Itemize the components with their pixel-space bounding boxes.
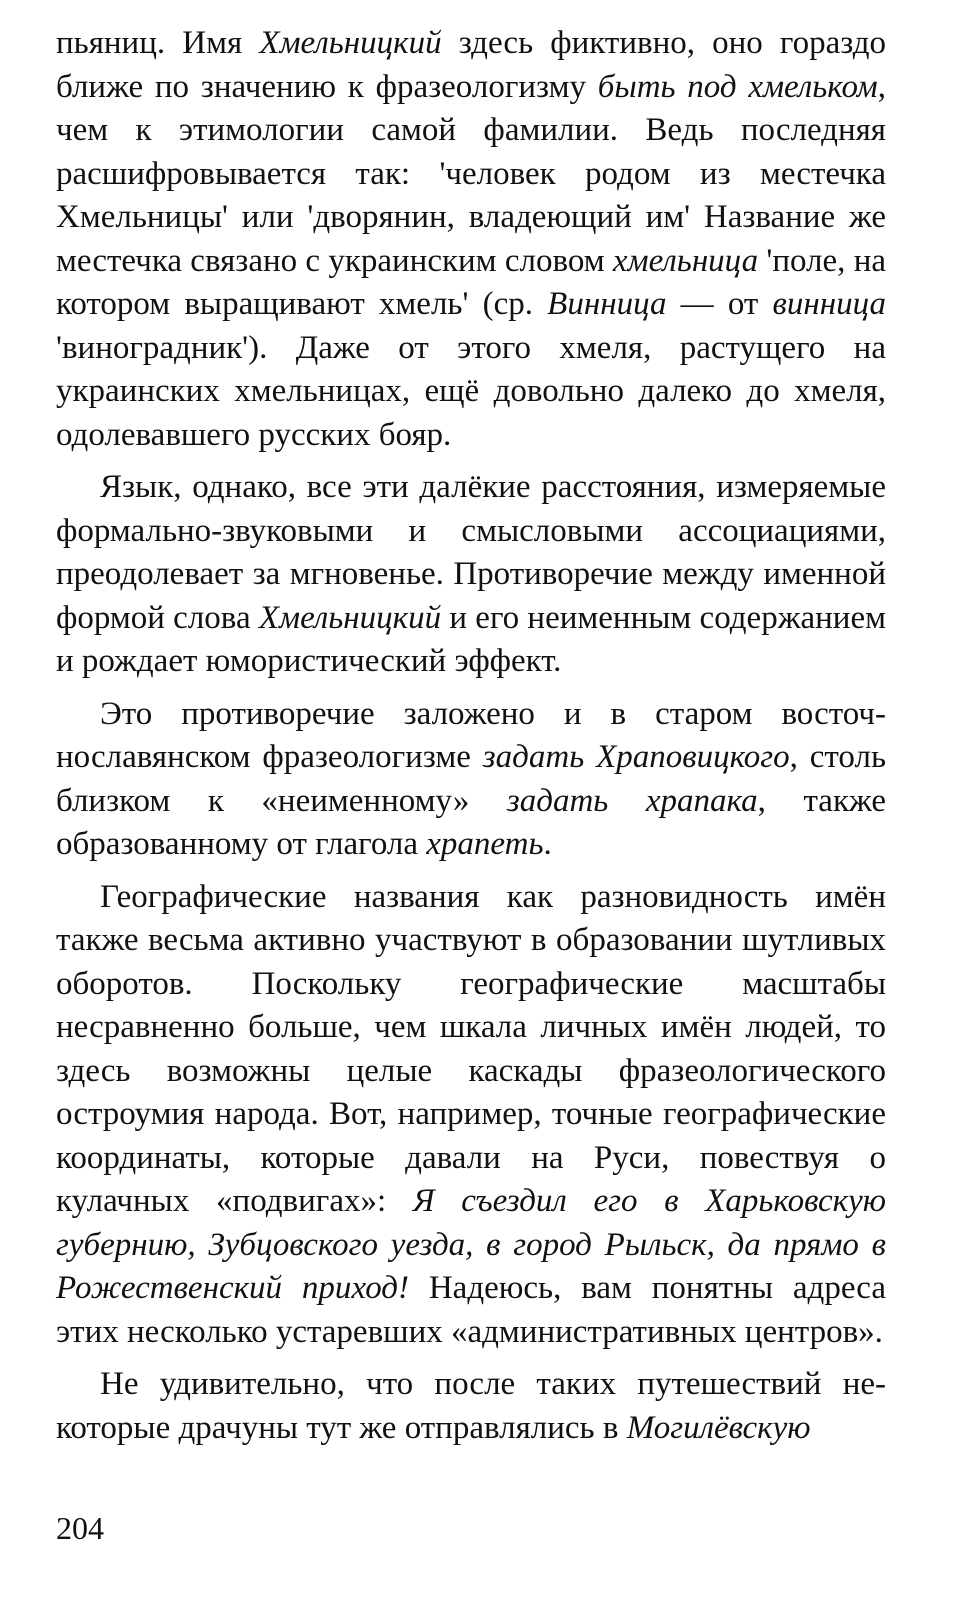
text-run: Это противоречие заложено и в старом восточнославянском фразеологизме (56, 695, 886, 775)
text-run: 'виноградник'). Даже от этого хмеля, растущего на украинских хмельницах, ещё довольно далеко до хмеля, одолевавшего русских бояр. (56, 329, 886, 453)
paragraph-2 (56, 466, 886, 684)
italic-phrase: Я съездил его в Харьковскую губернию, Зубцовского уезда, в город Рыльск, да прямо в Рожественский приход! (56, 1183, 886, 1306)
text-run: Язык, однако, все эти далёкие расстояния, измеряемые формально-звуковыми и смысловыми ассоциациями, преодолевает за мгновенье. Противоречие между именной формой слова (56, 469, 886, 636)
text-run: 'поле, на котором выращивают хмель' (ср. (56, 242, 887, 322)
paragraph-3 (56, 693, 886, 867)
italic-phrase: хмельница (612, 242, 759, 279)
text-run: . (543, 826, 552, 862)
italic-phrase: винница (772, 286, 886, 322)
paragraph-4 (56, 876, 886, 1355)
text-run: Надеюсь, вам понятны адреса этих несколько устаревших «административных центров». (56, 1270, 887, 1350)
italic-phrase: Могилёвскую (626, 1409, 811, 1446)
text-run: , столь близком к «неименному» (56, 739, 886, 819)
italic-phrase: Винница (547, 286, 667, 322)
text-run: Не удивительно, что после таких путешествий некоторые драчуны тут же отправлялись в (56, 1366, 886, 1446)
text-run: , также образованному от глагола (56, 782, 886, 862)
italic-phrase: Хмельницкий (258, 599, 442, 636)
text-run: и его неименным содержанием и рождает юмористический эффект. (56, 599, 886, 679)
italic-phrase: храпеть (426, 826, 544, 862)
text-run: , чем к этимологии самой фамилии. Ведь последняя расшифровывается так: 'человек родом из местечка Хмельницы' или 'дворянин, владеющий им' Название же местечка связано с украинским словом (56, 68, 886, 279)
paragraph-1 (56, 22, 886, 457)
text-run: пьяниц. Имя (56, 25, 260, 61)
paragraph-5 (56, 1363, 886, 1450)
page-number: 204 (56, 1510, 104, 1546)
body-text (56, 22, 886, 1450)
text-run: здесь фиктивно, оно гораздо ближе по значению к фразеологизму (56, 25, 887, 105)
italic-phrase: Хмельницкий (259, 25, 442, 61)
text-run: — от (666, 286, 773, 322)
italic-phrase: задать Храповицкого (482, 739, 790, 775)
italic-phrase: быть под хмельком (597, 68, 878, 105)
italic-phrase: задать храпака (506, 782, 758, 819)
text-run: Географические названия как разновидность имён также весьма активно участвуют в образовании шутливых оборотов. Поскольку географические масштабы несравненно больше, чем шкала личных имён людей, то здесь возможны целые каскады фразеологического остроумия народа. Вот, например, точные географические координаты, которые давали на Руси, повествуя о кулачных «подвигах»: (56, 878, 886, 1219)
